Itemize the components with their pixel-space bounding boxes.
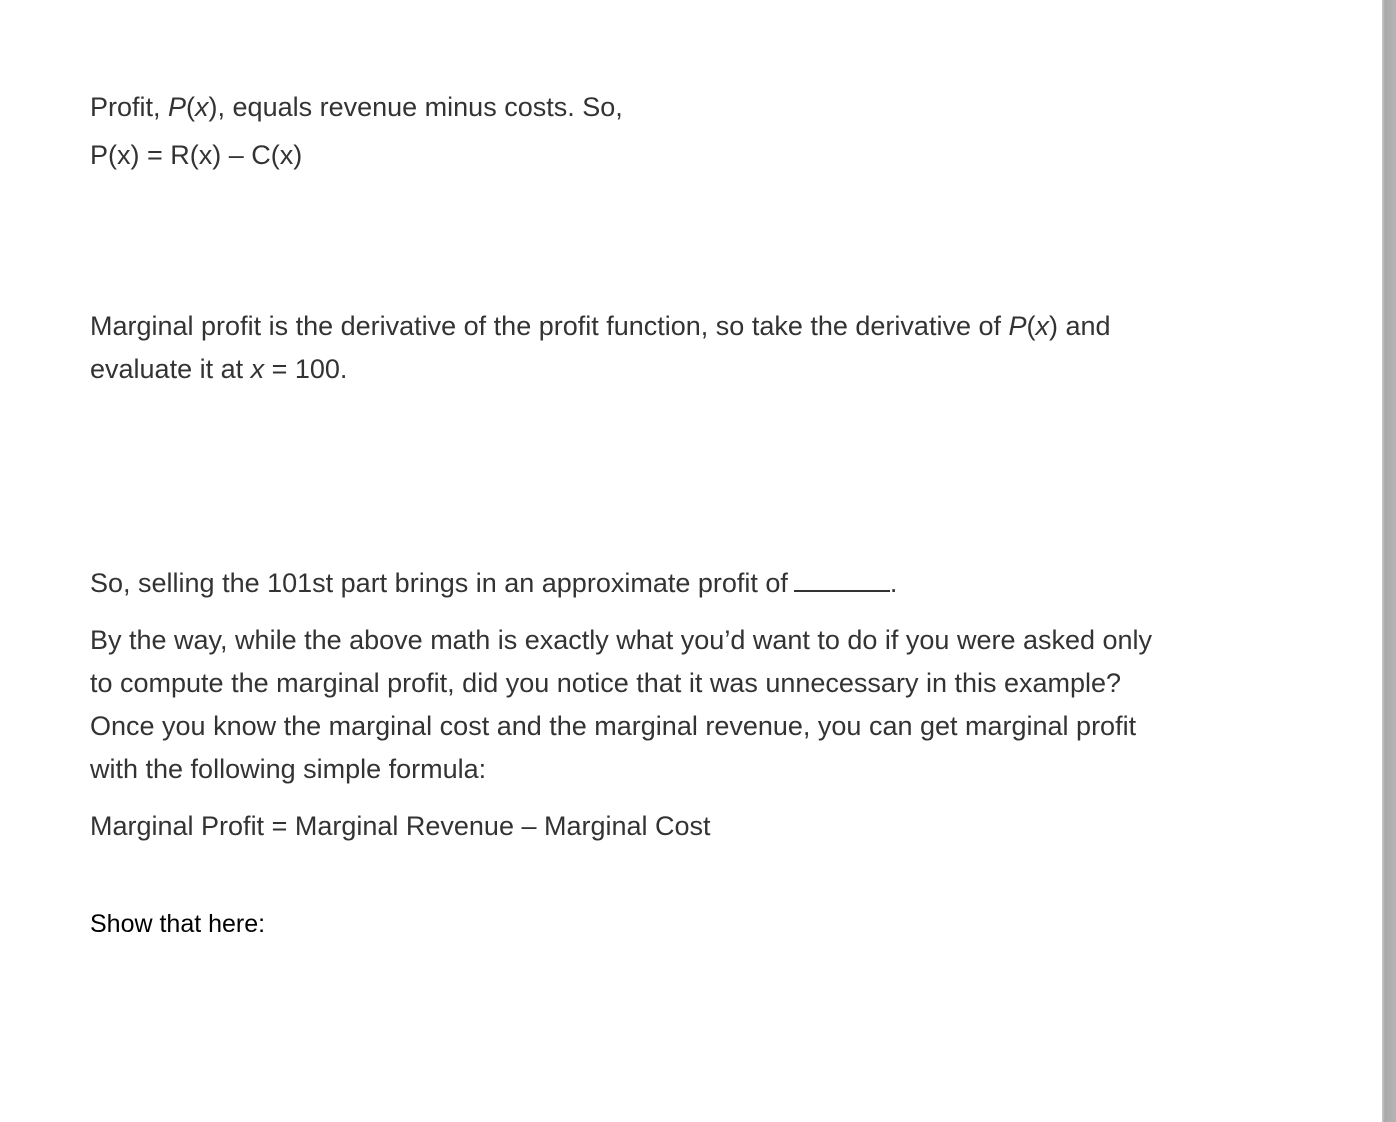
- answer-blank[interactable]: [794, 564, 890, 592]
- marginal-intro-line1: [90, 305, 1111, 348]
- marginal-intro-text: Marginal profit is the derivative of the profit function, so take the derivative of: [90, 311, 1009, 341]
- variable-x: x: [195, 92, 209, 122]
- variable-x: x: [250, 354, 265, 384]
- profit-intro: [90, 86, 623, 129]
- profit-symbol: P: [168, 92, 187, 122]
- selling-text: So, selling the 101st part brings in an approximate profit of: [90, 568, 788, 598]
- page-edge: [1382, 0, 1396, 1122]
- selling-sentence: [90, 562, 897, 605]
- by-the-way-paragraph: By the way, while the above math is exactly what you’d want to do if you were asked only to compute the marginal profit, did you notice that it was unnecessary in this example? Once you know the marginal cost and the marginal revenue, you can get marginal profit with the following simple formula:: [90, 625, 1153, 784]
- variable-x: x: [1035, 311, 1049, 341]
- marginal-formula: Marginal Profit = Marginal Revenue – Marginal Cost: [90, 811, 711, 841]
- show-that-label: Show that here:: [90, 910, 266, 938]
- profit-symbol: P: [1008, 311, 1027, 341]
- profit-equation: P(x) = R(x) – C(x): [90, 140, 303, 170]
- profit-intro-text: Profit,: [90, 92, 169, 122]
- marginal-intro-line2: [90, 348, 347, 391]
- profit-intro-rest: ), equals revenue minus costs. So,: [208, 92, 623, 122]
- sentence-period: .: [889, 568, 898, 598]
- paren-open: (: [186, 92, 196, 122]
- paren-open: (: [1026, 311, 1036, 341]
- evaluate-text: evaluate it at: [90, 354, 251, 384]
- evaluate-value: = 100.: [264, 354, 348, 384]
- marginal-intro-rest: ) and: [1049, 311, 1111, 341]
